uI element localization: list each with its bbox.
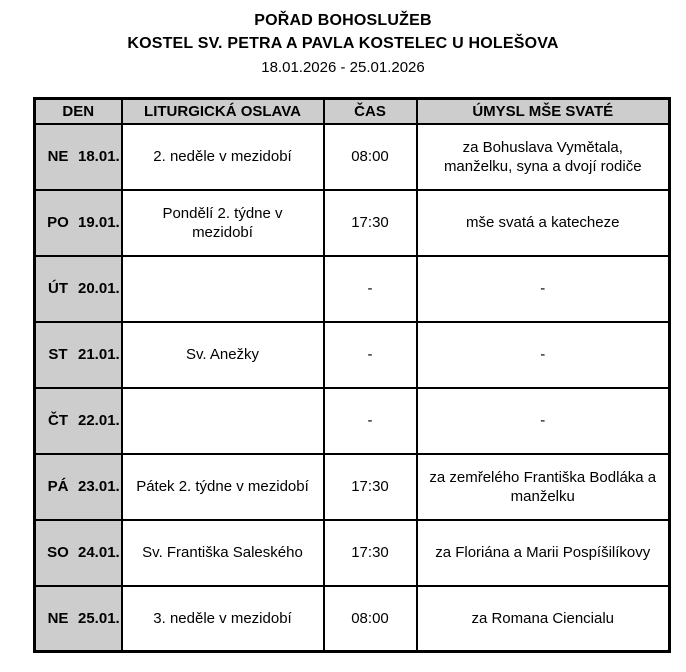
celebration-cell: 2. neděle v mezidobí: [122, 124, 324, 190]
day-date: 19.01.: [78, 214, 120, 231]
table-row: [35, 190, 670, 256]
table-header-row: [35, 99, 670, 124]
column-header-intention: ÚMYSL MŠE SVATÉ: [417, 99, 670, 124]
day-cell: [35, 322, 122, 388]
schedule-body: [35, 124, 670, 652]
date-range: 18.01.2026 - 25.01.2026: [261, 59, 425, 76]
day-abbrev: SO: [47, 544, 69, 561]
day-cell: [35, 454, 122, 520]
celebration-cell: [122, 256, 324, 322]
day-cell: [35, 190, 122, 256]
time-cell: 17:30: [324, 454, 417, 520]
table-row: [35, 454, 670, 520]
church-name: KOSTEL SV. PETRA A PAVLA KOSTELEC U HOLEŠOVA: [127, 35, 559, 52]
time-cell: -: [324, 256, 417, 322]
intention-cell: -: [417, 256, 670, 322]
day-cell: [35, 586, 122, 652]
time-cell: -: [324, 388, 417, 454]
day-abbrev: NE: [47, 148, 69, 165]
intention-cell: za Bohuslava Vymětala, manželku, syna a dvojí rodiče: [417, 124, 670, 190]
intention-cell: za Romana Ciencialu: [417, 586, 670, 652]
column-header-time: ČAS: [324, 99, 417, 124]
schedule-table: [33, 97, 671, 653]
table-row: [35, 586, 670, 652]
day-cell: [35, 256, 122, 322]
table-row: [35, 322, 670, 388]
table-row: [35, 388, 670, 454]
intention-cell: mše svatá a katecheze: [417, 190, 670, 256]
day-cell: [35, 124, 122, 190]
day-date: 20.01.: [78, 280, 120, 297]
time-cell: 08:00: [324, 586, 417, 652]
document-header: [0, 9, 686, 79]
day-abbrev: ÚT: [48, 280, 68, 297]
celebration-cell: Pátek 2. týdne v mezidobí: [122, 454, 324, 520]
day-date: 25.01.: [78, 609, 120, 627]
time-cell: 17:30: [324, 190, 417, 256]
day-date: 24.01.: [78, 544, 120, 561]
intention-cell: -: [417, 322, 670, 388]
day-date: 18.01.: [78, 148, 120, 165]
day-abbrev: NE: [47, 609, 69, 627]
day-date: 23.01.: [78, 478, 120, 495]
day-abbrev: PO: [47, 214, 69, 231]
time-cell: -: [324, 322, 417, 388]
day-date: 22.01.: [78, 412, 120, 429]
day-date: 21.01.: [78, 346, 120, 363]
table-row: [35, 520, 670, 586]
day-cell: [35, 388, 122, 454]
day-abbrev: ČT: [48, 412, 68, 429]
celebration-cell: 3. neděle v mezidobí: [122, 586, 324, 652]
day-abbrev: ST: [48, 346, 68, 363]
column-header-day: DEN: [35, 99, 122, 124]
day-cell: [35, 520, 122, 586]
celebration-cell: [122, 388, 324, 454]
intention-cell: za Floriána a Marii Pospíšilíkovy: [417, 520, 670, 586]
intention-cell: za zemřelého Františka Bodláka a manželku: [417, 454, 670, 520]
time-cell: 08:00: [324, 124, 417, 190]
table-row: [35, 124, 670, 190]
celebration-cell: Sv. Anežky: [122, 322, 324, 388]
time-cell: 17:30: [324, 520, 417, 586]
day-abbrev: PÁ: [47, 478, 69, 495]
intention-cell: -: [417, 388, 670, 454]
column-header-celebration: LITURGICKÁ OSLAVA: [122, 99, 324, 124]
celebration-cell: Pondělí 2. týdne v mezidobí: [122, 190, 324, 256]
celebration-cell: Sv. Františka Saleského: [122, 520, 324, 586]
table-row: [35, 256, 670, 322]
document-title: POŘAD BOHOSLUŽEB: [254, 12, 432, 29]
